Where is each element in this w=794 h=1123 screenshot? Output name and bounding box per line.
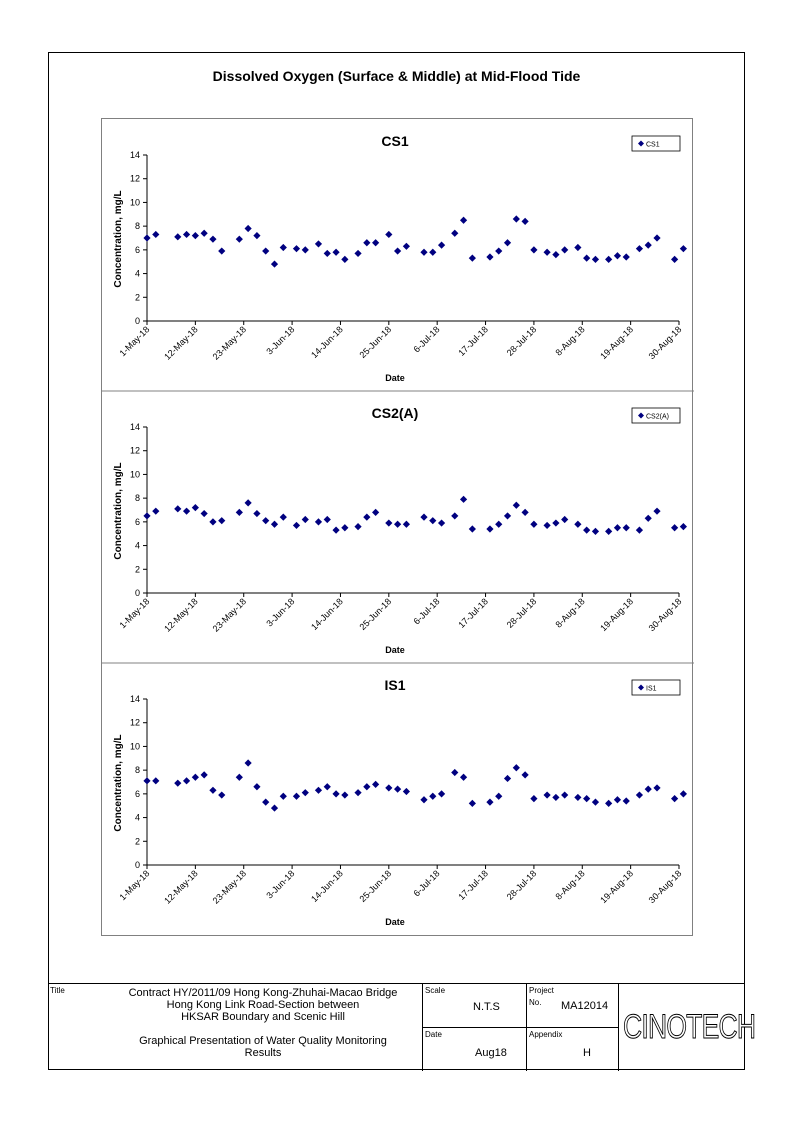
date-label: Date — [425, 1030, 442, 1039]
data-point — [504, 512, 511, 519]
data-point — [262, 517, 269, 524]
x-tick-label: 25-Jun-18 — [357, 324, 394, 361]
data-point — [280, 793, 287, 800]
data-point — [253, 232, 260, 239]
logo-cell — [618, 984, 756, 1071]
data-point — [623, 797, 630, 804]
project-title-line-3: HKSAR Boundary and Scenic Hill — [181, 1011, 345, 1023]
data-point — [645, 515, 652, 522]
data-point — [636, 791, 643, 798]
data-point — [302, 789, 309, 796]
data-point — [605, 528, 612, 535]
data-point — [614, 796, 621, 803]
data-point — [372, 509, 379, 516]
data-point — [174, 505, 181, 512]
data-point — [574, 794, 581, 801]
y-tick-label: 4 — [134, 812, 140, 823]
data-point — [236, 774, 243, 781]
x-tick-label: 28-Jul-18 — [504, 868, 539, 902]
y-axis-label: Concentration, mg/L — [113, 734, 124, 832]
data-point — [605, 256, 612, 263]
data-point — [152, 508, 159, 515]
data-point — [262, 247, 269, 254]
data-point — [403, 243, 410, 250]
x-tick-label: 19-Aug-18 — [598, 324, 636, 362]
y-tick-label: 12 — [129, 717, 140, 728]
data-point — [372, 781, 379, 788]
data-point — [332, 249, 339, 256]
x-tick-label: 17-Jul-18 — [456, 868, 490, 902]
data-point — [530, 521, 537, 528]
data-point — [293, 522, 300, 529]
x-tick-label: 14-Jun-18 — [309, 596, 345, 633]
data-point — [522, 218, 529, 225]
data-point — [522, 771, 529, 778]
x-tick-label: 25-Jun-18 — [357, 596, 394, 633]
data-point — [561, 516, 568, 523]
data-point — [653, 784, 660, 791]
legend-label: CS2(A) — [646, 413, 669, 421]
data-point — [394, 521, 401, 528]
data-point — [192, 774, 199, 781]
x-tick-label: 12-May-18 — [162, 324, 200, 362]
y-tick-label: 0 — [134, 860, 140, 870]
data-point — [209, 518, 216, 525]
data-point — [302, 516, 309, 523]
data-point — [201, 510, 208, 517]
y-tick-label: 6 — [134, 516, 140, 527]
data-point — [271, 260, 278, 267]
y-tick-label: 8 — [134, 493, 140, 504]
x-tick-label: 12-May-18 — [162, 596, 200, 634]
x-tick-label: 28-Jul-18 — [504, 596, 539, 630]
data-point — [174, 780, 181, 787]
data-point — [143, 234, 150, 241]
legend-label: CS1 — [646, 141, 660, 149]
data-point — [645, 242, 652, 249]
data-point — [522, 509, 529, 516]
data-point — [653, 234, 660, 241]
y-tick-label: 8 — [134, 765, 140, 776]
data-point — [513, 764, 520, 771]
data-point — [438, 519, 445, 526]
data-point — [332, 790, 339, 797]
data-point — [451, 769, 458, 776]
data-point — [271, 521, 278, 528]
data-point — [513, 502, 520, 509]
data-point — [403, 521, 410, 528]
data-point — [209, 236, 216, 243]
data-point — [253, 783, 260, 790]
x-tick-label: 6-Jul-18 — [411, 596, 442, 627]
data-point — [583, 255, 590, 262]
data-point — [486, 799, 493, 806]
data-point — [315, 240, 322, 247]
data-point — [653, 508, 660, 515]
data-point — [614, 252, 621, 259]
data-point — [605, 800, 612, 807]
data-point — [420, 249, 427, 256]
data-point — [592, 528, 599, 535]
data-point — [552, 794, 559, 801]
data-point — [201, 230, 208, 237]
data-point — [623, 253, 630, 260]
chart-title: CS2(A) — [371, 405, 419, 421]
data-point — [543, 249, 550, 256]
data-point — [385, 231, 392, 238]
data-point — [552, 519, 559, 526]
chart-title: CS1 — [381, 133, 409, 149]
x-tick-label: 14-Jun-18 — [309, 324, 345, 361]
data-point — [143, 777, 150, 784]
chart-panel-cs1 — [113, 133, 687, 383]
x-tick-label: 25-Jun-18 — [357, 868, 394, 905]
x-tick-label: 23-May-18 — [210, 324, 249, 362]
y-tick-label: 10 — [129, 197, 140, 208]
y-tick-label: 4 — [134, 540, 140, 551]
data-point — [280, 244, 287, 251]
data-point — [486, 525, 493, 532]
data-point — [280, 514, 287, 521]
data-point — [324, 250, 331, 257]
x-tick-label: 19-Aug-18 — [598, 596, 636, 634]
data-point — [341, 524, 348, 531]
data-point — [363, 783, 370, 790]
data-point — [332, 527, 339, 534]
data-point — [583, 527, 590, 534]
x-tick-label: 12-May-18 — [162, 868, 200, 906]
x-tick-label: 3-Jun-18 — [264, 324, 297, 357]
data-point — [671, 256, 678, 263]
data-point — [530, 795, 537, 802]
chart-panel-cs2a — [102, 391, 694, 655]
data-point — [574, 244, 581, 251]
data-point — [543, 791, 550, 798]
project-appendix-cell — [526, 984, 618, 1071]
data-point — [245, 499, 252, 506]
y-tick-label: 14 — [129, 694, 140, 704]
chart-title: IS1 — [384, 677, 406, 693]
data-point — [460, 774, 467, 781]
data-point — [315, 518, 322, 525]
data-point — [429, 517, 436, 524]
data-point — [429, 249, 436, 256]
data-point — [513, 215, 520, 222]
y-tick-label: 12 — [129, 173, 140, 184]
data-point — [262, 799, 269, 806]
drawing-subtitle-line-1: Graphical Presentation of Water Quality Monitoring — [139, 1035, 387, 1047]
data-point — [271, 804, 278, 811]
data-point — [302, 246, 309, 253]
legend-label: IS1 — [646, 685, 657, 693]
data-point — [354, 523, 361, 530]
y-tick-label: 14 — [129, 150, 140, 160]
drawing-subtitle-line-2: Results — [244, 1047, 282, 1059]
data-point — [354, 250, 361, 257]
data-point — [680, 790, 687, 797]
x-tick-label: 19-Aug-18 — [598, 868, 636, 906]
x-tick-label: 28-Jul-18 — [504, 324, 539, 358]
x-tick-label: 8-Aug-18 — [553, 324, 587, 358]
data-point — [253, 510, 260, 517]
cinotech-logo: CINOTECH — [623, 1008, 756, 1046]
y-tick-label: 8 — [134, 221, 140, 232]
x-tick-label: 3-Jun-18 — [264, 868, 297, 901]
y-tick-label: 0 — [134, 316, 140, 326]
x-axis-label: Date — [385, 373, 405, 383]
no-label: No. — [529, 998, 542, 1007]
data-point — [420, 514, 427, 521]
data-point — [218, 247, 225, 254]
data-point — [504, 775, 511, 782]
data-point — [460, 217, 467, 224]
data-point — [530, 246, 537, 253]
data-point — [385, 519, 392, 526]
page-title: Dissolved Oxygen (Surface & Middle) at Mid-Flood Tide — [212, 68, 581, 84]
x-axis-label: Date — [385, 645, 405, 655]
data-point — [495, 521, 502, 528]
data-point — [543, 522, 550, 529]
data-point — [363, 239, 370, 246]
data-point — [438, 790, 445, 797]
data-point — [504, 239, 511, 246]
data-point — [645, 786, 652, 793]
data-point — [192, 232, 199, 239]
data-point — [469, 255, 476, 262]
y-tick-label: 14 — [129, 422, 140, 432]
data-point — [218, 517, 225, 524]
data-point — [574, 521, 581, 528]
data-point — [245, 225, 252, 232]
data-point — [324, 516, 331, 523]
data-point — [201, 771, 208, 778]
data-point — [245, 759, 252, 766]
x-tick-label: 1-May-18 — [117, 324, 152, 359]
data-point — [486, 253, 493, 260]
x-tick-label: 6-Jul-18 — [411, 324, 442, 355]
y-tick-label: 6 — [134, 244, 140, 255]
data-point — [583, 795, 590, 802]
y-axis-label: Concentration, mg/L — [113, 462, 124, 560]
data-point — [183, 777, 190, 784]
data-point — [561, 791, 568, 798]
data-point — [363, 514, 370, 521]
x-tick-label: 1-May-18 — [117, 868, 152, 903]
data-point — [394, 247, 401, 254]
date-value: Aug18 — [475, 1047, 507, 1059]
data-point — [552, 251, 559, 258]
project-label: Project — [529, 986, 554, 995]
y-tick-label: 12 — [129, 445, 140, 456]
charts-panel — [101, 118, 693, 936]
x-tick-label: 6-Jul-18 — [411, 868, 442, 899]
data-point — [592, 256, 599, 263]
appendix-value: H — [583, 1047, 591, 1059]
data-point — [293, 245, 300, 252]
data-point — [403, 788, 410, 795]
data-point — [293, 793, 300, 800]
data-point — [394, 786, 401, 793]
x-tick-label: 23-May-18 — [210, 868, 249, 906]
data-point — [623, 524, 630, 531]
data-point — [469, 525, 476, 532]
data-point — [341, 256, 348, 263]
project-title — [98, 987, 428, 1023]
scale-value: N.T.S — [473, 1001, 500, 1013]
data-point — [495, 793, 502, 800]
data-point — [592, 799, 599, 806]
data-point — [561, 246, 568, 253]
data-point — [174, 233, 181, 240]
scale-date-cell — [422, 984, 526, 1071]
data-point — [469, 800, 476, 807]
x-tick-label: 30-Aug-18 — [646, 868, 684, 906]
data-point — [636, 245, 643, 252]
x-tick-label: 17-Jul-18 — [456, 596, 490, 630]
x-tick-label: 17-Jul-18 — [456, 324, 490, 358]
data-point — [354, 789, 361, 796]
data-point — [315, 787, 322, 794]
data-point — [143, 512, 150, 519]
data-point — [218, 791, 225, 798]
project-title-line-1: Contract HY/2011/09 Hong Kong-Zhuhai-Macao Bridge — [128, 987, 398, 999]
data-point — [680, 245, 687, 252]
data-point — [680, 523, 687, 530]
project-no: MA12014 — [561, 1000, 609, 1012]
y-tick-label: 10 — [129, 741, 140, 752]
x-tick-label: 30-Aug-18 — [646, 596, 684, 634]
data-point — [324, 783, 331, 790]
data-point — [236, 509, 243, 516]
y-tick-label: 6 — [134, 788, 140, 799]
project-title-line-2: Hong Kong Link Road-Section between — [166, 999, 360, 1011]
data-point — [438, 242, 445, 249]
title-block — [48, 983, 756, 1071]
y-tick-label: 0 — [134, 588, 140, 598]
data-point — [429, 793, 436, 800]
x-tick-label: 23-May-18 — [210, 596, 249, 634]
y-tick-label: 2 — [134, 836, 140, 847]
data-point — [341, 791, 348, 798]
y-tick-label: 10 — [129, 469, 140, 480]
scale-label: Scale — [425, 986, 446, 995]
data-point — [614, 524, 621, 531]
y-tick-label: 4 — [134, 268, 140, 279]
data-point — [671, 524, 678, 531]
data-point — [183, 231, 190, 238]
data-point — [183, 508, 190, 515]
data-point — [420, 796, 427, 803]
data-point — [495, 247, 502, 254]
drawing-subtitle — [98, 1035, 428, 1059]
x-tick-label: 3-Jun-18 — [264, 596, 297, 629]
x-tick-label: 14-Jun-18 — [309, 868, 345, 905]
title-label: Title — [50, 986, 65, 995]
x-axis-label: Date — [385, 917, 405, 927]
data-point — [152, 231, 159, 238]
data-point — [451, 230, 458, 237]
data-point — [385, 784, 392, 791]
chart-panel-is1 — [102, 663, 694, 927]
appendix-label: Appendix — [529, 1030, 563, 1039]
x-tick-label: 1-May-18 — [117, 596, 152, 631]
data-point — [372, 239, 379, 246]
data-point — [451, 512, 458, 519]
x-tick-label: 30-Aug-18 — [646, 324, 684, 362]
data-point — [209, 787, 216, 794]
data-point — [671, 795, 678, 802]
y-tick-label: 2 — [134, 564, 140, 575]
data-point — [192, 504, 199, 511]
data-point — [152, 777, 159, 784]
y-tick-label: 2 — [134, 292, 140, 303]
data-point — [236, 236, 243, 243]
data-point — [636, 527, 643, 534]
x-tick-label: 8-Aug-18 — [553, 596, 587, 630]
x-tick-label: 8-Aug-18 — [553, 868, 587, 902]
charts-canvas — [102, 119, 694, 937]
y-axis-label: Concentration, mg/L — [113, 190, 124, 288]
data-point — [460, 496, 467, 503]
